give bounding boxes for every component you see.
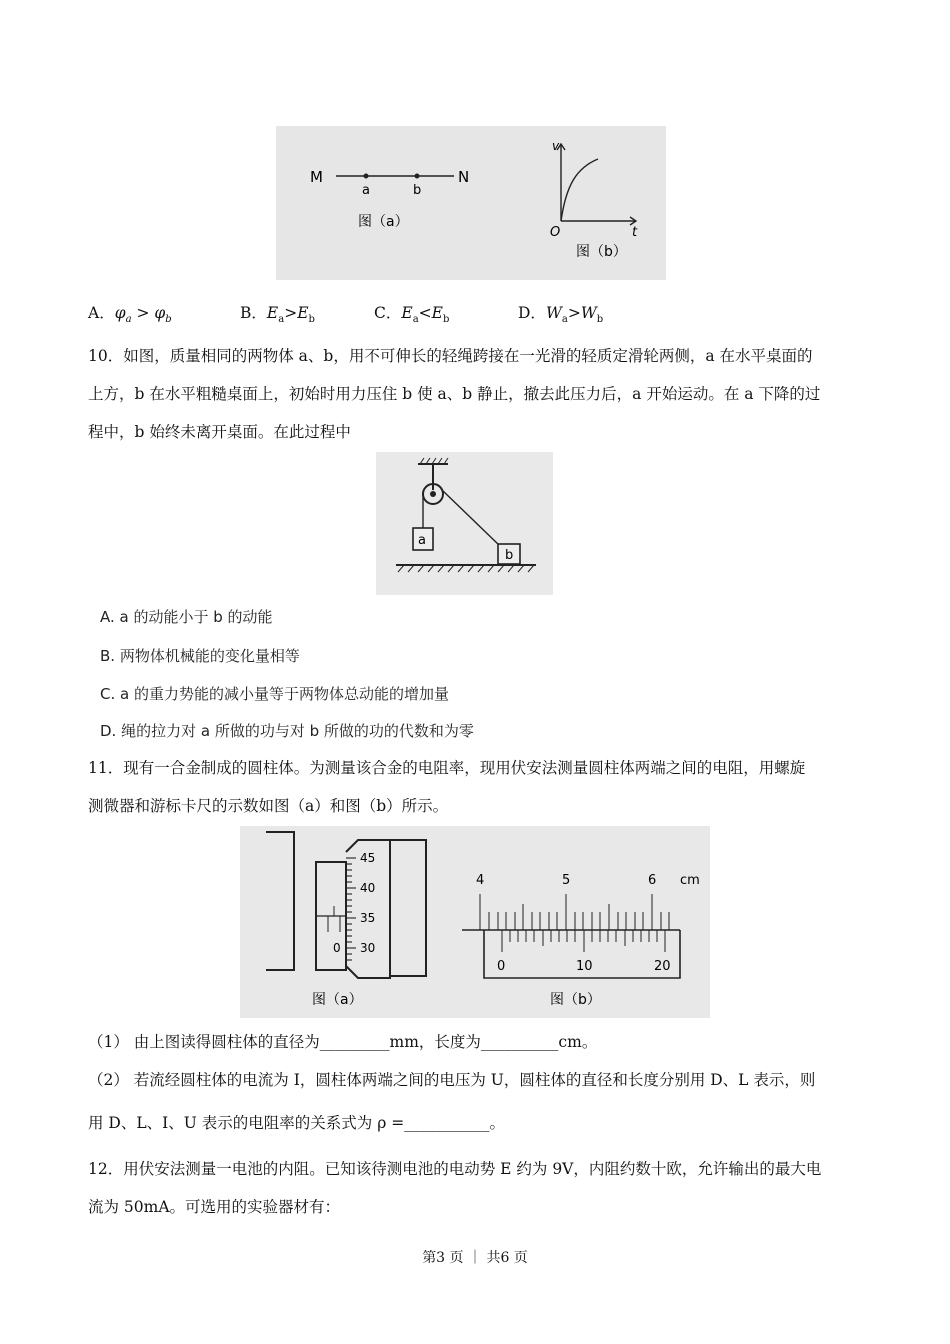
page-footer: 第3 页 ｜ 共6 页 bbox=[422, 1250, 528, 1266]
figure-q10-drawing bbox=[376, 452, 553, 595]
q10-line1: 10．如图，质量相同的两物体 a、b，用不可伸长的轻绳跨接在一光滑的轻质定滑轮两侧，a 在水平桌面的 bbox=[88, 347, 813, 365]
fig9-b-caption: 图（b） bbox=[576, 244, 627, 260]
figure-q9 bbox=[276, 126, 666, 280]
figure-q9-drawing bbox=[276, 126, 666, 280]
q12-line2: 流为 50mA。可选用的实验器材有： bbox=[88, 1198, 341, 1216]
q10-option-a: A. a 的动能小于 b 的动能 bbox=[100, 608, 273, 626]
label-M: M bbox=[310, 168, 323, 186]
thimble-tick-40: 40 bbox=[360, 881, 376, 895]
main-scale-6: 6 bbox=[648, 873, 657, 888]
q11-line1: 11．现有一合金制成的圆柱体。为测量该合金的电阻率，现用伏安法测量圆柱体两端之间的电阻，用螺旋 bbox=[88, 759, 806, 777]
q10-line2: 上方，b 在水平粗糙桌面上，初始时用力压住 b 使 a、b 静止，撤去此压力后，a 开始运动。在 a 下降的过 bbox=[88, 385, 821, 403]
thimble-tick-45: 45 bbox=[360, 851, 376, 865]
vernier-0: 0 bbox=[497, 959, 506, 974]
q11-sub2b: 用 D、L、I、U 表示的电阻率的关系式为 ρ =___________。 bbox=[88, 1114, 505, 1132]
q11-sub1: （1） 由上图读得圆柱体的直径为_________mm，长度为__________cm。 bbox=[88, 1033, 598, 1051]
block-a-label: a bbox=[418, 533, 426, 548]
q10-option-c: C. a 的重力势能的减小量等于两物体总动能的增加量 bbox=[100, 685, 449, 703]
option-d: D．$W_a>W_b$ bbox=[518, 304, 604, 326]
thimble-tick-35: 35 bbox=[360, 911, 376, 925]
unit-cm: cm bbox=[680, 873, 700, 888]
q11-line2: 测微器和游标卡尺的示数如图（a）和图（b）所示。 bbox=[88, 797, 449, 815]
axis-v-label: v bbox=[552, 139, 560, 153]
fig11-b-caption: 图（b） bbox=[550, 992, 601, 1008]
label-N: N bbox=[458, 168, 470, 186]
main-scale-4: 4 bbox=[476, 873, 485, 888]
vernier-10: 10 bbox=[576, 959, 593, 974]
q10-option-b: B. 两物体机械能的变化量相等 bbox=[100, 647, 300, 665]
q10-line3: 程中，b 始终未离开桌面。在此过程中 bbox=[88, 423, 351, 441]
fig9-a-caption: 图（a） bbox=[358, 214, 409, 230]
vernier-20: 20 bbox=[654, 959, 671, 974]
fig11-a-caption: 图（a） bbox=[312, 992, 363, 1008]
label-b: b bbox=[413, 183, 422, 198]
figure-q11-drawing bbox=[240, 826, 710, 1018]
q11-sub2: （2） 若流经圆柱体的电流为 I，圆柱体两端之间的电压为 U，圆柱体的直径和长度分别用 D、L 表示，则 bbox=[88, 1071, 816, 1089]
option-a: A．$\varphi_a > \varphi_b$ bbox=[88, 304, 172, 326]
q12-line1: 12．用伏安法测量一电池的内阻。已知该待测电池的电动势 E 约为 9V，内阻约数十欧，允许输出的最大电 bbox=[88, 1160, 822, 1178]
figure-q10 bbox=[376, 452, 553, 595]
block-b-label: b bbox=[505, 548, 514, 563]
origin-label: O bbox=[550, 225, 561, 240]
axis-t-label: t bbox=[632, 225, 638, 240]
figure-q11 bbox=[240, 826, 710, 1018]
q10-option-d: D. 绳的拉力对 a 所做的功与对 b 所做的功的代数和为零 bbox=[100, 722, 474, 740]
option-c: C．$E_a<E_b$ bbox=[374, 304, 450, 326]
main-scale-5: 5 bbox=[562, 873, 571, 888]
sleeve-zero: 0 bbox=[333, 941, 341, 955]
thimble-tick-30: 30 bbox=[360, 941, 376, 955]
label-a: a bbox=[362, 183, 370, 198]
option-b: B．$E_a>E_b$ bbox=[240, 304, 315, 326]
